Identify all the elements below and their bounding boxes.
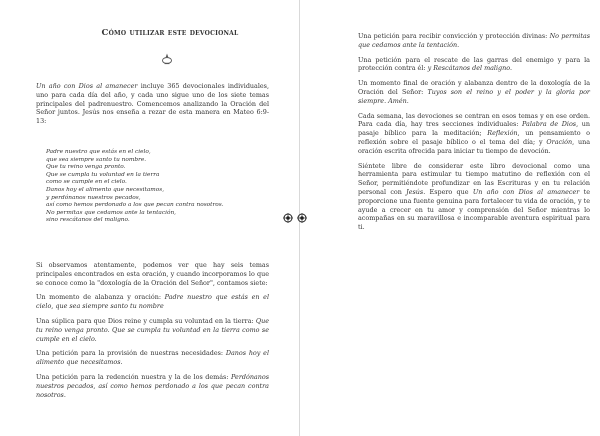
theme-item: Un momento de alabanza y oración: Padre nuestro que estás en el cielo, que sea siempre santo tu nombre (36, 293, 269, 311)
theme-item: Una petición para el rescate de las garras del enemigo y para la protección contra él: y Rescátanos del maligno. (358, 55, 590, 73)
poem-line: No permitas que cedamos ante la tentación, (46, 209, 177, 216)
theme-item: Una petición para la redención nuestra y la de los demás: Perdónanos nuestros pecados, así como hemos perdonado a los que pecan contra nosotros. (36, 372, 269, 399)
intro-text: incluye 365 devocionales individuales, uno para cada día del año, y cada uno sigue uno de los siete temas principales del padrenuestro. Comencemos analizando la Oración del Señor juntos. Jesús nos enseña a rezar de esta manera en Mateo 6:9-13: (36, 82, 269, 126)
right-page-text (358, 32, 590, 238)
poem-line: Danos hoy el alimento que necesitamos, (46, 186, 165, 193)
poem-line: y perdónanos nuestros pecados, (46, 194, 141, 201)
observe-paragraph: Si observamos atentamente, podemos ver que hay seis temas principales encontrados en esta oración, y cuando incorporamos lo que se conoce como la "doxología de la Oración del Señor", contamos siete: (36, 261, 269, 287)
poem-line: Que tu reino venga pronto. (46, 164, 126, 171)
inkwell-ornament-icon (160, 53, 174, 65)
lords-prayer-poem (46, 149, 266, 225)
theme-item: Una petición para la provisión de nuestras necesidades: Danos hoy el alimento que necesitamos. (36, 349, 269, 367)
structure-paragraph: Cada semana, las devociones se centran en esos temas y en ese orden. Para cada día, hay tres secciones individuales: Palabra de Dios, un pasaje bíblico para la meditación; Reflexión, un pensamiento o reflexión sobre el pasaje bíblico o el tema del día; y Oración, una oración escrita ofrecida para iniciar tu tiempo de devoción. (358, 111, 591, 155)
poem-line: que sea siempre santo tu nombre. (46, 156, 147, 163)
themes-section (36, 261, 269, 405)
theme-item: Un momento final de oración y alabanza dentro de la doxología de la Oración del Señor: Tuyos son el reino y el poder y la gloria por siempre. Amén. (358, 79, 590, 105)
poem-line: sino rescátanos del maligno. (46, 217, 130, 224)
theme-item: Una súplica para que Dios reine y cumpla su voluntad en la tierra: Que tu reino venga pronto. Que se cumpla tu voluntad en la tierra como se cumple en el cielo. (36, 316, 269, 343)
poem-line: como se cumple en el cielo. (46, 179, 127, 186)
closing-paragraph: Siéntete libre de considerar este libro devocional como una herramienta para estimular tu tiempo matutino de reflexión con el Señor, permitiéndote profundizar en las Escrituras y en tu relación personal con Jesús. Espero que Un año con Dios al amanecer te proporcione una fuente genuina para fortalecer tu vida de oración, y te ayude a crecer en tu amor y comprensión del Señor mientras lo acompañas en su maravillosa e incomparable aventura espiritual para ti. (358, 161, 590, 232)
poem-line: Que se cumpla tu voluntad en la tierra (46, 171, 160, 178)
right-page (300, 0, 600, 436)
registration-mark-icon (283, 213, 293, 223)
page-title: Cómo utilizar este devocional (101, 28, 239, 38)
theme-item: Una petición para recibir convicción y protección divinas: No permitas que cedamos ante la tentación. (358, 32, 590, 49)
poem-line: así como hemos perdonado a los que pecan contra nosotros. (46, 202, 224, 209)
poem-line: Padre nuestro que estás en el cielo, (46, 149, 151, 155)
book-title-ref: Un año con Dios al amanecer (36, 82, 138, 90)
intro-paragraph (36, 82, 269, 132)
